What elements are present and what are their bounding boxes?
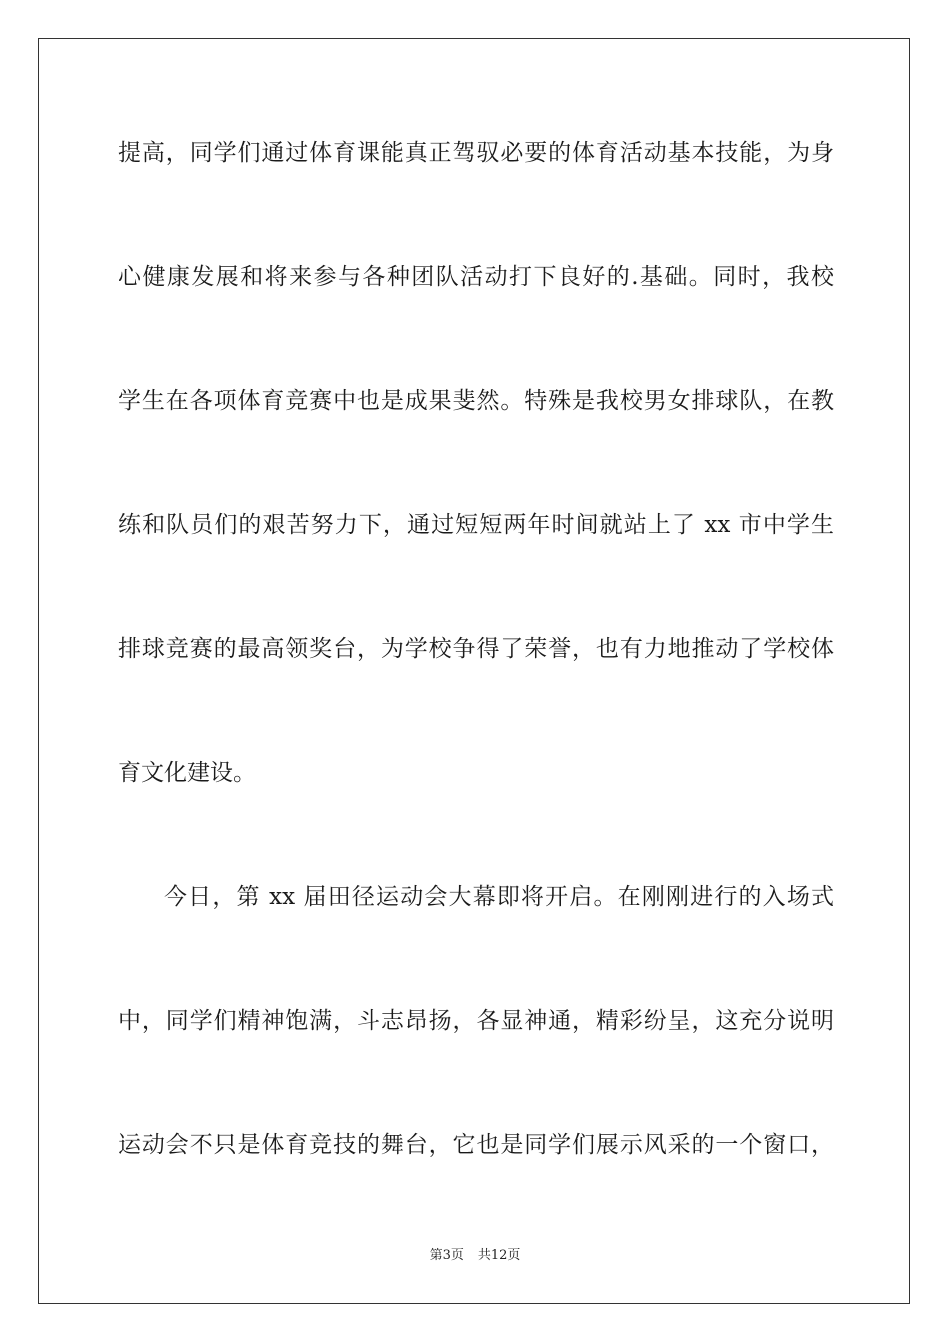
page-total: 共12页 (477, 1248, 521, 1263)
page-number: 第3页 (429, 1248, 464, 1263)
page-footer (0, 1247, 950, 1265)
paragraph-line: 学生在各项体育竞赛中也是成果斐然。特殊是我校男女排球队，在教 (118, 388, 834, 414)
paragraph-line: 中，同学们精神饱满，斗志昂扬，各显神通，精彩纷呈，这充分说明 (118, 1008, 834, 1034)
paragraph-line: 心健康发展和将来参与各种团队活动打下良好的.基础。同时，我校 (118, 264, 834, 290)
paragraph-line: 运动会不只是体育竞技的舞台，它也是同学们展示风采的一个窗口， (118, 1132, 834, 1158)
paragraph-line: 提高，同学们通过体育课能真正驾驭必要的体育活动基本技能，为身 (118, 140, 834, 166)
paragraph-line: 练和队员们的艰苦努力下，通过短短两年时间就站上了 xx 市中学生 (118, 512, 834, 538)
paragraph-line: 育文化建设。 (118, 760, 256, 786)
paragraph-line: 今日，第 xx 届田径运动会大幕即将开启。在刚刚进行的入场式 (164, 884, 834, 910)
page-border (38, 38, 910, 1304)
paragraph-line: 排球竞赛的最高领奖台，为学校争得了荣誉，也有力地推动了学校体 (118, 636, 834, 662)
